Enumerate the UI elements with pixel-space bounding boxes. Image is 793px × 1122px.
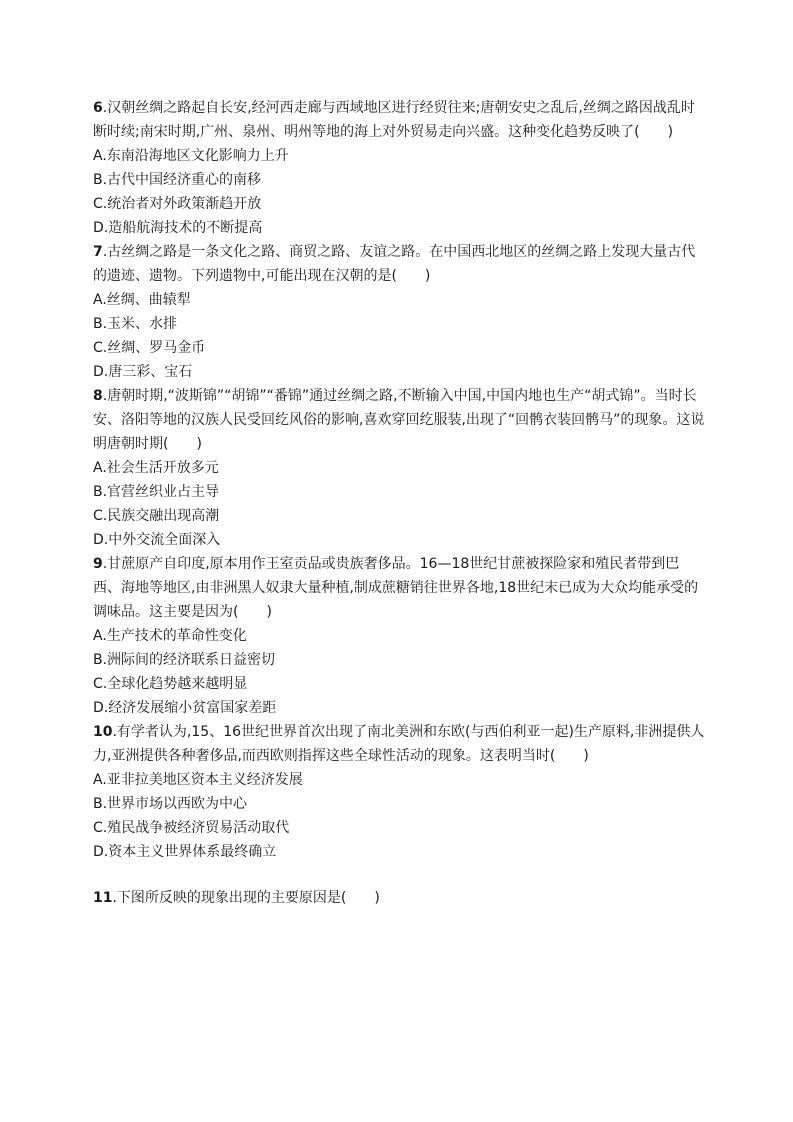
question-number: 6 <box>93 100 103 116</box>
question-text: .古丝绸之路是一条文化之路、商贸之路、友谊之路。在中国西北地区的丝绸之路上发现大量古代的遗迹、遗物。下列遗物中,可能出现在汉朝的是( ) <box>93 244 696 284</box>
answer-option: B.古代中国经济重心的南移 <box>93 172 262 188</box>
answer-option: A.东南沿海地区文化影响力上升 <box>93 148 289 164</box>
question-stem <box>93 552 705 624</box>
answer-option: A.社会生活开放多元 <box>93 460 219 476</box>
question-stem <box>93 720 705 768</box>
answer-option: A.生产技术的革命性变化 <box>93 628 247 644</box>
question-8 <box>93 384 705 552</box>
answer-option: A.丝绸、曲辕犁 <box>93 292 191 308</box>
question-stem <box>93 886 705 910</box>
question-9 <box>93 552 705 720</box>
question-text: .有学者认为,15、16世纪世界首次出现了南北美洲和东欧(与西伯利亚一起)生产原料,非洲提供人力,亚洲提供各种奢侈品,而西欧则指挥这些全球性活动的现象。这表明当时( ) <box>93 724 705 764</box>
question-number: 8 <box>93 388 103 404</box>
question-stem <box>93 96 705 144</box>
answer-option: D.资本主义世界体系最终确立 <box>93 844 277 860</box>
answer-option: A.亚非拉美地区资本主义经济发展 <box>93 772 303 788</box>
question-number: 10 <box>93 724 113 740</box>
question-text: .唐朝时期,“波斯锦”“胡锦”“番锦”通过丝绸之路,不断输入中国,中国内地也生产“胡式锦”。当时长安、洛阳等地的汉族人民受回纥风俗的影响,喜欢穿回纥服装,出现了“回鹘衣装回鹘马”的现象。这说明唐朝时期( ) <box>93 388 705 452</box>
answer-option: C.统治者对外政策渐趋开放 <box>93 196 262 212</box>
answer-option: B.洲际间的经济联系日益密切 <box>93 652 276 668</box>
answer-option: B.玉米、水排 <box>93 316 178 332</box>
answer-option: D.造船航海技术的不断提高 <box>93 220 263 236</box>
question-list <box>93 96 705 910</box>
answer-option: D.经济发展缩小贫富国家差距 <box>93 700 277 716</box>
question-stem <box>93 240 705 288</box>
question-6 <box>93 96 705 240</box>
question-10 <box>93 720 705 864</box>
question-text: .下图所反映的现象出现的主要原因是( ) <box>112 890 380 906</box>
answer-option: B.世界市场以西欧为中心 <box>93 796 248 812</box>
answer-option: C.丝绸、罗马金币 <box>93 340 206 356</box>
question-number: 7 <box>93 244 103 260</box>
answer-option: B.官营丝织业占主导 <box>93 484 220 500</box>
answer-option: C.殖民战争被经济贸易活动取代 <box>93 820 290 836</box>
answer-option: C.民族交融出现高潮 <box>93 508 220 524</box>
question-11 <box>93 886 705 910</box>
answer-option: D.中外交流全面深入 <box>93 532 221 548</box>
question-stem <box>93 384 705 456</box>
question-7 <box>93 240 705 384</box>
answer-option: D.唐三彩、宝石 <box>93 364 193 380</box>
answer-option: C.全球化趋势越来越明显 <box>93 676 248 692</box>
question-number: 9 <box>93 556 103 572</box>
question-text: .甘蔗原产自印度,原本用作王室贡品或贵族奢侈品。16—18世纪甘蔗被探险家和殖民者带到巴西、海地等地区,由非洲黑人奴隶大量种植,制成蔗糖销往世界各地,18世纪末已成为大众均能承受的调味品。这主要是因为( ) <box>93 556 699 620</box>
question-text: .汉朝丝绸之路起自长安,经河西走廊与西域地区进行经贸往来;唐朝安史之乱后,丝绸之路因战乱时断时续;南宋时期,广州、泉州、明州等地的海上对外贸易走向兴盛。这种变化趋势反映了( ) <box>93 100 695 140</box>
spacer <box>93 864 705 886</box>
question-number: 11 <box>93 890 113 906</box>
